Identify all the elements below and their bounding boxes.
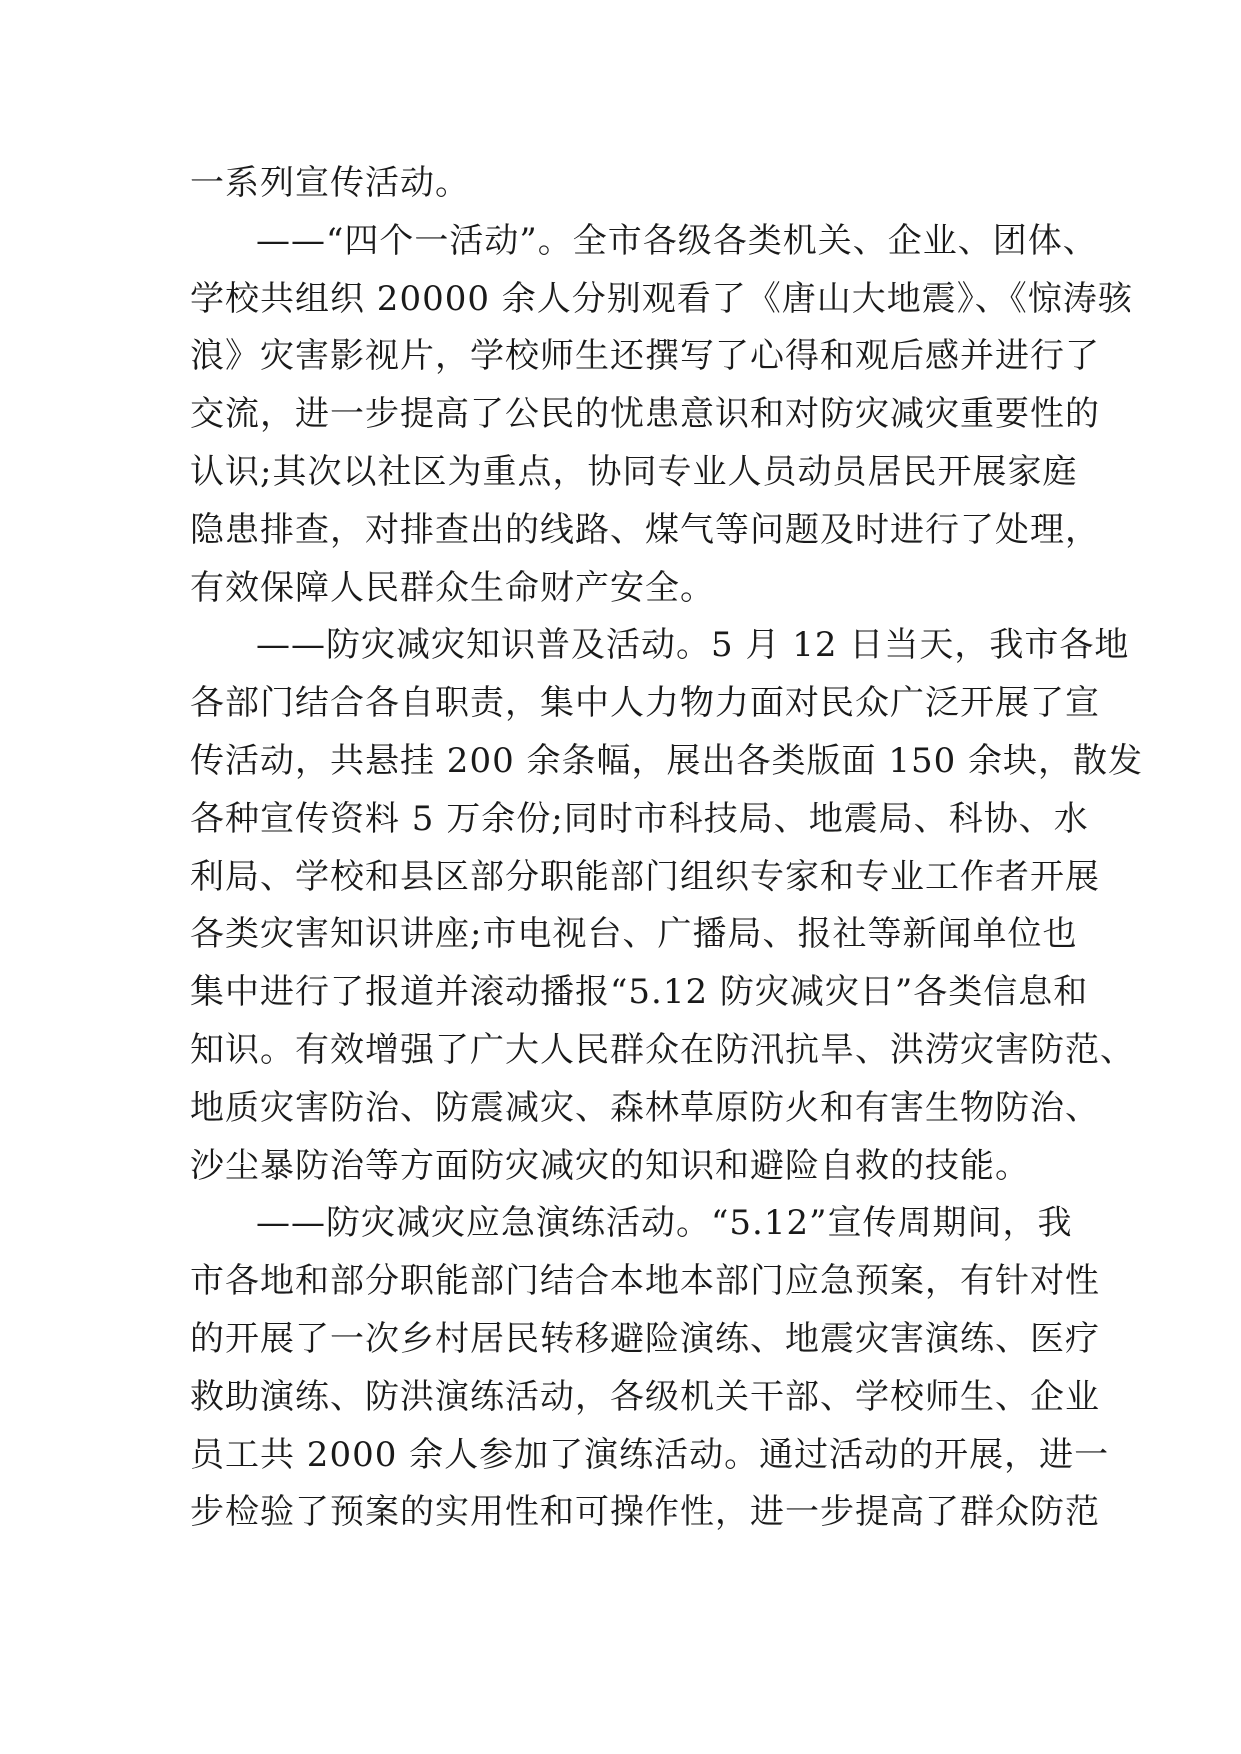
text-line: 浪》灾害影视片，学校师生还撰写了心得和观后感并进行了 bbox=[190, 336, 1100, 377]
text-line: 交流，进一步提高了公民的忧患意识和对防灾减灾重要性的 bbox=[190, 394, 1100, 435]
text-line: 步检验了预案的实用性和可操作性，进一步提高了群众防范 bbox=[190, 1492, 1100, 1533]
text-line: 利局、学校和县区部分职能部门组织专家和专业工作者开展 bbox=[190, 856, 1100, 897]
text-line: 隐患排查，对排查出的线路、煤气等问题及时进行了处理， bbox=[190, 509, 1100, 550]
text-line: 传活动，共悬挂 200 余条幅，展出各类版面 150 余块，散发 bbox=[190, 740, 1144, 781]
text-line: 的开展了一次乡村居民转移避险演练、地震灾害演练、医疗 bbox=[190, 1318, 1100, 1359]
text-line: 救助演练、防洪演练活动，各级机关干部、学校师生、企业 bbox=[190, 1376, 1100, 1417]
text-line: 各部门结合各自职责，集中人力物力面对民众广泛开展了宣 bbox=[190, 683, 1100, 724]
text-line: 集中进行了报道并滚动播报“5.12 防灾减灾日”各类信息和 bbox=[190, 972, 1089, 1013]
text-line: 一系列宣传活动。 bbox=[190, 163, 470, 203]
text-line: 员工共 2000 余人参加了演练活动。通过活动的开展，进一 bbox=[190, 1434, 1110, 1475]
text-line: 沙尘暴防治等方面防灾减灾的知识和避险自救的技能。 bbox=[190, 1145, 1030, 1186]
text-line: 学校共组织 20000 余人分别观看了《唐山大地震》、《惊涛骇 bbox=[190, 278, 1133, 319]
text-line: 地质灾害防治、防震减灾、森林草原防火和有害生物防治、 bbox=[190, 1087, 1100, 1128]
text-line: ——“四个一活动”。全市各级各类机关、企业、团体、 bbox=[256, 220, 1098, 261]
text-line: 认识;其次以社区为重点，协同专业人员动员居民开展家庭 bbox=[190, 451, 1078, 492]
text-line: 各类灾害知识讲座;市电视台、广播局、报社等新闻单位也 bbox=[190, 914, 1078, 955]
text-line: 市各地和部分职能部门结合本地本部门应急预案，有针对性 bbox=[190, 1261, 1100, 1302]
text-line: 各种宣传资料 5 万余份;同时市科技局、地震局、科协、水 bbox=[190, 798, 1089, 839]
text-line: 有效保障人民群众生命财产安全。 bbox=[190, 567, 715, 608]
text-line: ——防灾减灾知识普及活动。5 月 12 日当天，我市各地 bbox=[256, 625, 1130, 666]
text-line: ——防灾减灾应急演练活动。“5.12”宣传周期间，我 bbox=[256, 1203, 1073, 1244]
text-line: 知识。有效增强了广大人民群众在防汛抗旱、洪涝灾害防范、 bbox=[190, 1029, 1135, 1070]
body-text bbox=[190, 155, 1144, 1542]
